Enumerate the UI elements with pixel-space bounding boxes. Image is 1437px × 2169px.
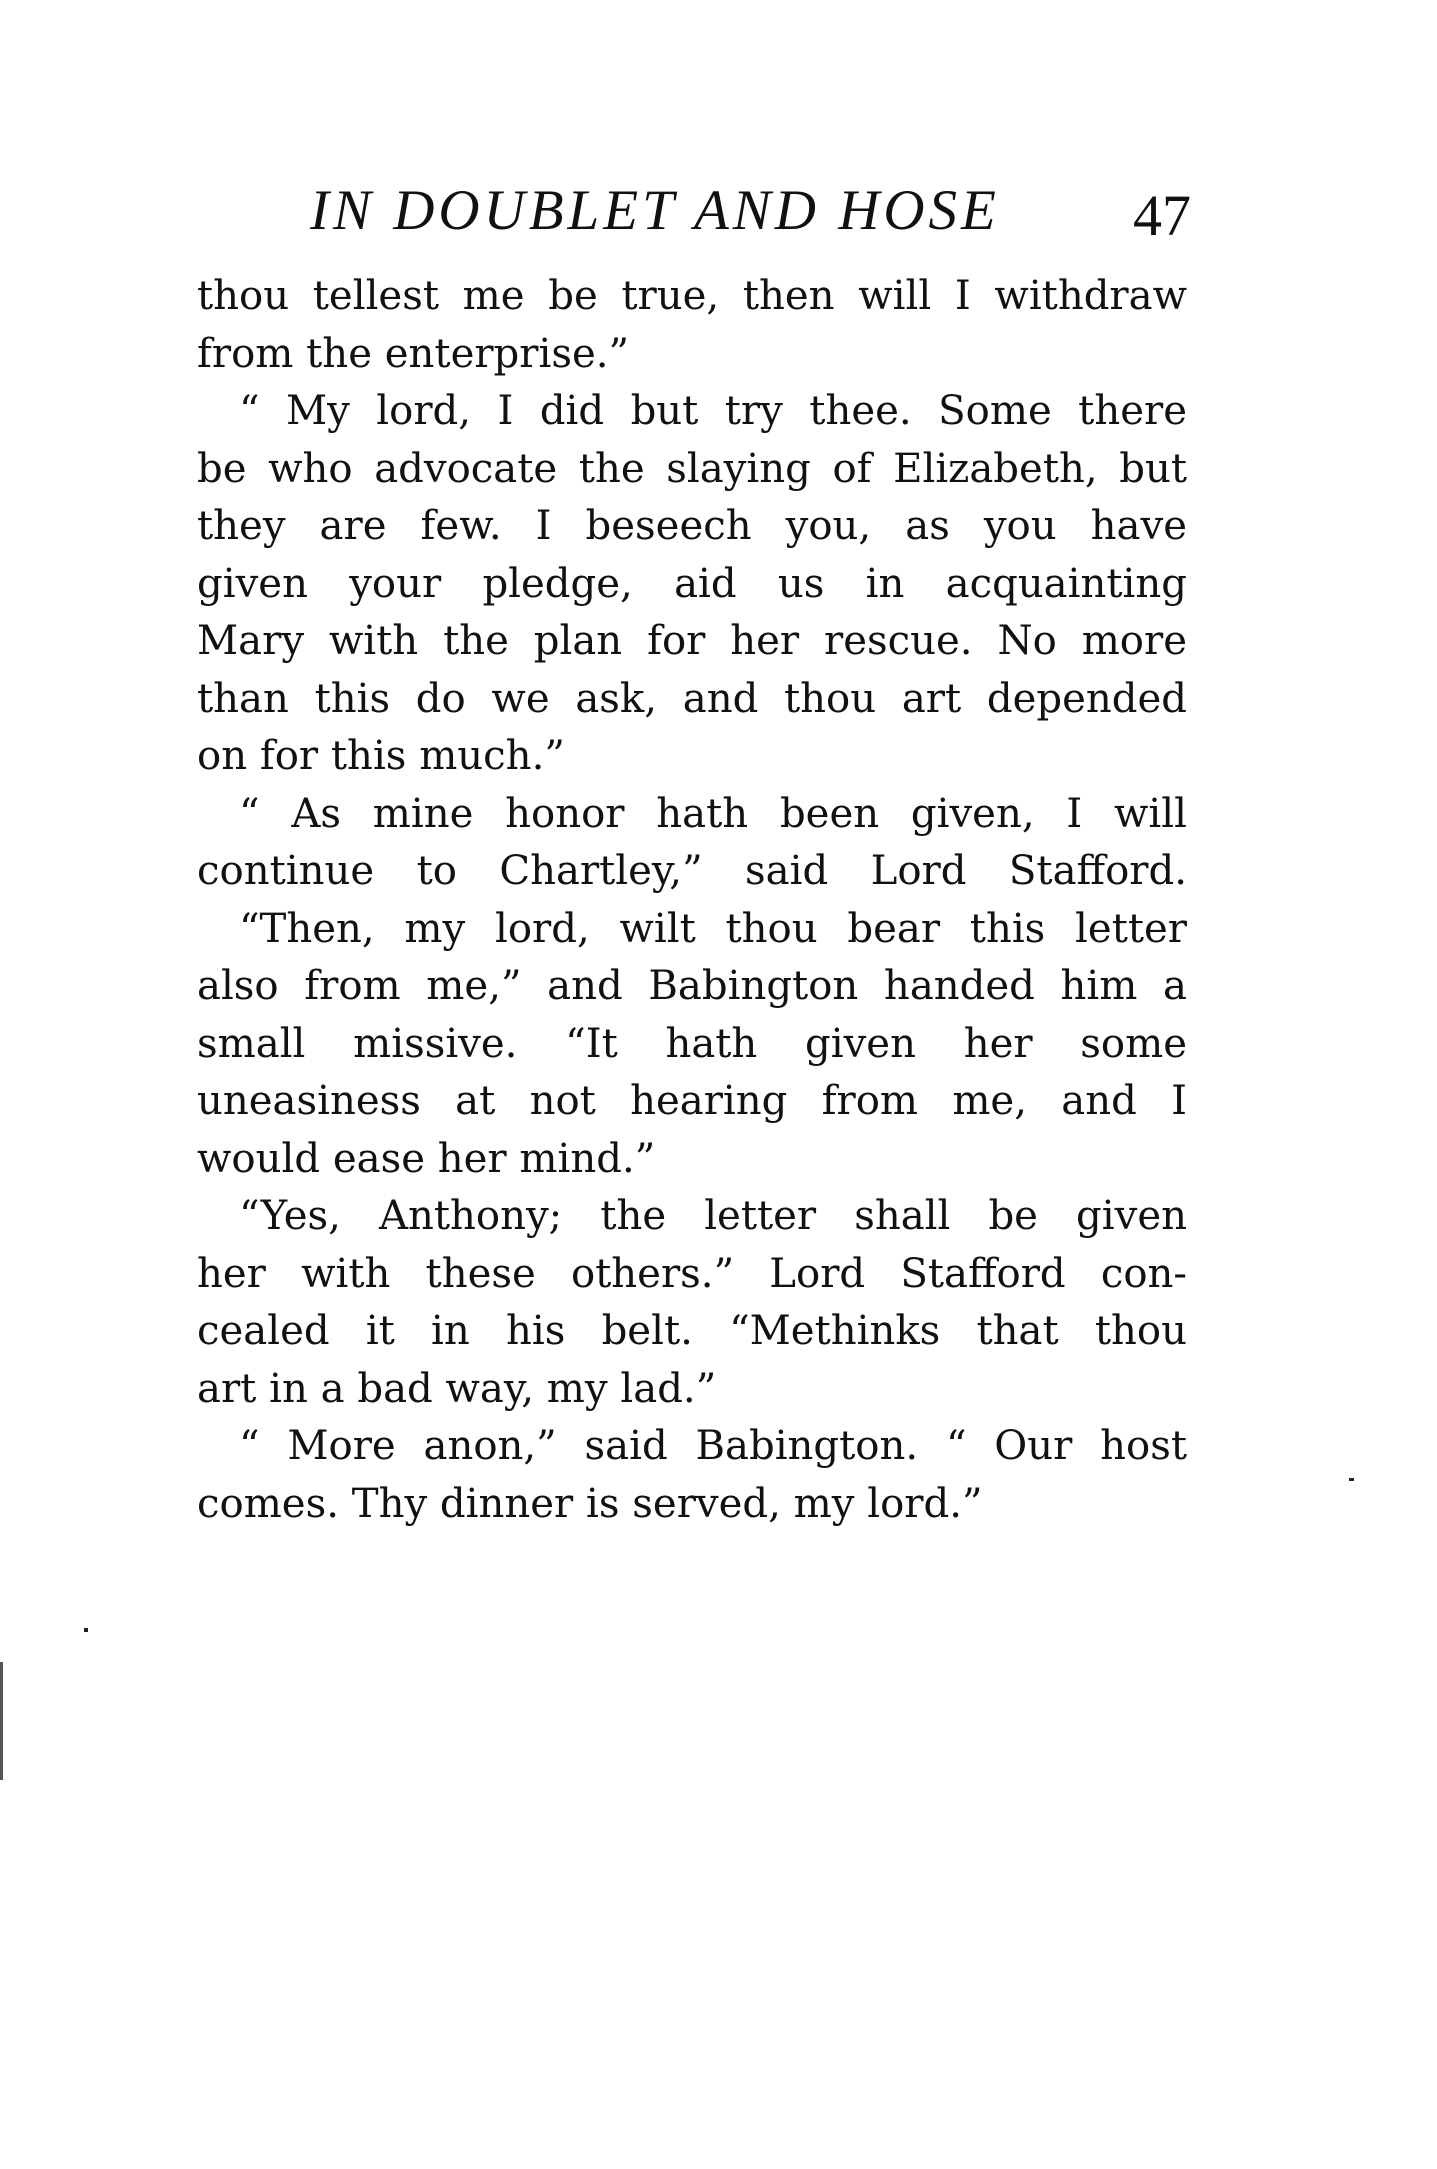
- body-text: [197, 268, 1187, 1533]
- scan-edge-mark: [0, 1662, 3, 1780]
- text-line: thou tellest me be true, then will I withdraw: [197, 273, 1187, 319]
- text-line: also from me,” and Babington handed him a: [197, 963, 1187, 1009]
- text-line: continue to Chartley,” said Lord Stafford.: [197, 848, 1187, 894]
- scan-speck: [1349, 1478, 1354, 1481]
- scan-speck: [84, 1628, 88, 1632]
- text-line: would ease her mind.”: [197, 1135, 656, 1182]
- text-line: they are few. I beseech you, as you have: [197, 503, 1187, 549]
- text-line: “ As mine honor hath been given, I will: [239, 790, 1187, 837]
- page-number: 47: [1133, 183, 1191, 248]
- text-line: be who advocate the slaying of Elizabeth, but: [197, 445, 1187, 492]
- text-line: given your pledge, aid us in acquainting: [197, 560, 1187, 607]
- text-line: “Yes, Anthony; the letter shall be given: [239, 1193, 1187, 1239]
- text-line: “Then, my lord, wilt thou bear this letter: [239, 905, 1187, 952]
- text-line: uneasiness at not hearing from me, and I: [197, 1078, 1187, 1124]
- text-line: comes. Thy dinner is served, my lord.”: [197, 1480, 983, 1527]
- page-header: [310, 168, 1190, 258]
- text-line: than this do we ask, and thou art depended: [197, 675, 1187, 722]
- text-line: on for this much.”: [197, 733, 565, 779]
- text-line: Mary with the plan for her rescue. No more: [197, 618, 1187, 664]
- text-line: art in a bad way, my lad.”: [197, 1365, 717, 1412]
- text-line: her with these others.” Lord Stafford con-: [197, 1250, 1187, 1297]
- text-line: “ My lord, I did but try thee. Some there: [239, 388, 1187, 434]
- running-title: IN DOUBLET AND HOSE: [310, 179, 1000, 242]
- text-line: cealed it in his belt. “Methinks that thou: [197, 1308, 1187, 1354]
- text-line: small missive. “It hath given her some: [197, 1020, 1187, 1067]
- text-line: from the enterprise.”: [197, 330, 630, 377]
- text-line: “ More anon,” said Babington. “ Our host: [239, 1423, 1187, 1469]
